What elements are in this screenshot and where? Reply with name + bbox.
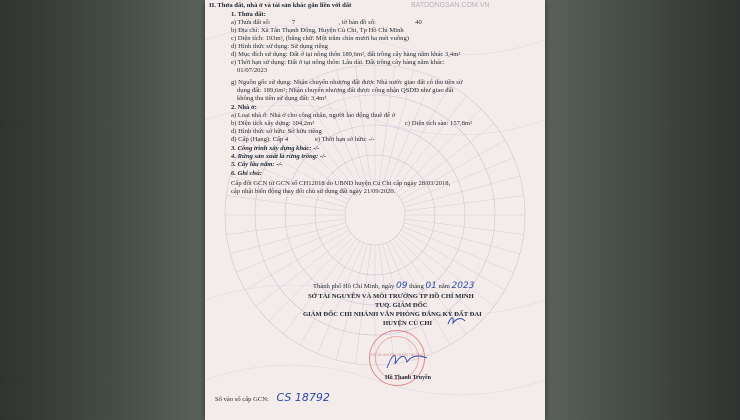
year-label: năm [438,283,450,290]
origin-row: g) Nguồn gốc sử dụng: Nhận chuyển nhượng đất được Nhà nước giao đất có thu tiền sử [231,79,463,86]
land-heading: 1. Thửa đất: [231,11,266,18]
house-heading: 2. Nhà ở: [231,104,257,111]
parcel-row [231,19,422,27]
address-row: b) Địa chỉ: Xã Tân Thạnh Đông, Huyện Củ Chi, Tp Hồ Chí Minh [231,27,404,34]
section-title: II. Thửa đất, nhà ở và tài sản khác gắn liền với đất [209,2,352,9]
term-row-2: 01/07/2023 [237,67,268,74]
term-row: e) Thời hạn sử dụng: Đất ở tại nông thôn: Lâu dài. Đất trồng cây hàng năm khác: [231,59,445,66]
background-left [0,0,205,420]
ownership-row: d) Hình thức sở hữu: Sở hữu riêng [231,128,322,135]
register-label: Số vào sổ cấp GCN: [215,396,269,403]
signer-name: Hồ Thanh Truyền [385,375,432,381]
register-row [215,391,330,404]
perennial-row: 5. Cây lâu năm: -/- [231,161,283,168]
map-number: 40 [415,19,422,26]
initial-mark [445,314,469,328]
note-line-2: cập nhật biến động thay đổi chủ sử dụng đất ngày 21/09/2020. [231,188,396,195]
authority-line-3: GIÁM ĐỐC CHI NHÁNH VĂN PHÒNG ĐĂNG KÝ ĐẤT ĐAI [303,311,482,318]
month-label: tháng [409,283,424,290]
origin-row-3: không thu tiền sử dụng đất: 3,4m² [237,95,327,102]
signature-scribble [383,348,431,374]
register-number: CS 18792 [276,391,330,404]
origin-row-2: dụng đất: 189,6m²; Nhận chuyển nhượng đất được công nhận QSDĐ như giao đất [237,87,454,94]
forest-row: 4. Rừng sản xuất là rừng trồng: -/- [231,153,327,160]
authority-line-4: HUYỆN CỦ CHI [383,320,433,327]
build-area-row: b) Diện tích xây dựng: 104,2m² [231,120,315,127]
purpose-row: đ) Mục đích sử dụng: Đất ở tại nông thôn 189,6m², đất trồng cây hàng năm khác 3,4m² [231,51,461,58]
area-row: c) Diện tích: 193m², (bằng chữ: Một trăm chín mươi ba mét vuông) [231,35,409,42]
floor-area-row: c) Diện tích sàn: 157,8m² [405,120,472,127]
use-form-row: d) Hình thức sử dụng: Sử dụng riêng [231,43,328,50]
note-line-1: Cấp đổi GCN từ GCN số CH12018 do UBND huyện Củ Chi cấp ngày 28/03/2018, [231,180,451,187]
date-day: 09 [395,281,408,291]
map-label: , tờ bản đồ số: [338,19,376,26]
authority-line-1: SỞ TÀI NGUYÊN VÀ MÔI TRƯỜNG TP HỒ CHÍ MINH [308,293,474,300]
signing-date [313,282,474,291]
house-type-row: a) Loại nhà ở: Nhà ở cho công nhân, người lao động thuê để ở [231,112,396,119]
date-prefix: Thành phố Hồ Chí Minh, ngày [313,283,395,290]
notes-heading: 6. Ghi chú: [231,170,262,177]
date-year: 2023 [451,281,475,291]
parcel-label: a) Thửa đất số: [231,19,271,26]
authority-line-2: TUQ. GIÁM ĐỐC [375,302,428,309]
other-works-row: 3. Công trình xây dựng khác: -/- [231,145,320,152]
parcel-number: 7 [291,19,296,26]
certificate-page [205,0,545,420]
stamp-text: SỞ TÀI NGUYÊN VÀ MÔI TRƯỜNG [370,353,424,357]
date-month: 01 [425,281,437,291]
level-row: đ) Cấp (Hạng): Cấp 4 [231,136,289,143]
watermark-text: BATDONGSAN.COM.VN [411,2,490,9]
house-term-row: e) Thời hạn sở hữu: -/- [315,136,375,143]
background-right [545,0,740,420]
